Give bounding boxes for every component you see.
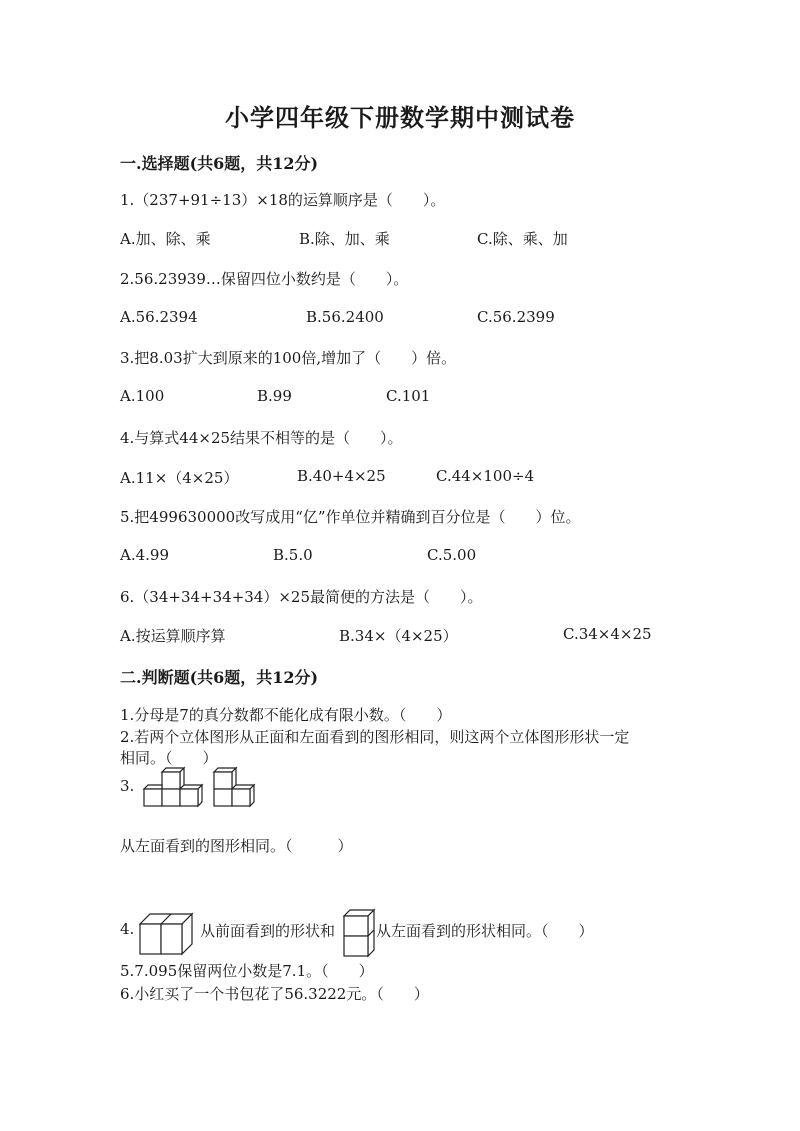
cube-stack-figure-2	[210, 768, 262, 810]
q1-option-c: C.除、乘、加	[477, 230, 568, 248]
page-title: 小学四年级下册数学期中测试卷	[225, 103, 575, 132]
q2-option-c: C.56.2399	[477, 308, 555, 326]
cube-stack-figure-1	[140, 768, 210, 810]
cube-tower-figure	[340, 908, 380, 960]
q5-option-a: A.4.99	[120, 546, 169, 564]
q4-option-c: C.44×100÷4	[436, 467, 535, 485]
q3-option-c: C.101	[386, 387, 431, 405]
judge-question-3-label: 3.	[120, 777, 135, 795]
judge-question-5: 5.7.095保留两位小数是7.1。（ ）	[120, 962, 374, 980]
judge-question-2-line1: 2.若两个立体图形从正面和左面看到的图形相同，则这两个立体图形形状一定	[120, 728, 630, 746]
judge-question-4-mid: 从前面看到的形状和	[200, 922, 336, 940]
judge-question-6: 6.小红买了一个书包花了56.3222元。（ ）	[120, 985, 429, 1003]
q6-option-c: C.34×4×25	[563, 625, 652, 643]
question-2: 2.56.23939…保留四位小数约是（ ）。	[120, 270, 409, 288]
q5-option-c: C.5.00	[427, 546, 477, 564]
judge-question-4-label: 4.	[120, 920, 135, 938]
q2-option-a: A.56.2394	[120, 308, 198, 326]
question-4: 4.与算式44×25结果不相等的是（ ）。	[120, 429, 403, 447]
q2-option-b: B.56.2400	[306, 308, 384, 326]
judge-question-4-end: 从左面看到的形状相同。（ ）	[376, 922, 594, 940]
q4-option-b: B.40+4×25	[297, 467, 386, 485]
q6-option-a: A.按运算顺序算	[120, 627, 226, 645]
judge-question-1: 1.分母是7的真分数都不能化成有限小数。（ ）	[120, 706, 452, 724]
q1-option-b: B.除、加、乘	[299, 230, 390, 248]
q5-option-b: B.5.0	[273, 546, 313, 564]
cube-pair-figure	[136, 912, 196, 958]
question-3: 3.把8.03扩大到原来的100倍,增加了（ ）倍。	[120, 349, 457, 367]
q1-option-a: A.加、除、乘	[120, 230, 211, 248]
question-5: 5.把499630000改写成用“亿”作单位并精确到百分位是（ ）位。	[120, 508, 581, 526]
section-heading-choice: 一.选择题(共6题，共12分)	[120, 154, 319, 173]
judge-question-2-line2: 相同。（ ）	[120, 749, 218, 767]
q3-option-b: B.99	[257, 387, 292, 405]
question-1: 1.（237+91÷13）×18的运算顺序是（ ）。	[120, 191, 446, 209]
judge-question-3-text: 从左面看到的图形相同。（ ）	[120, 837, 353, 855]
q4-option-a: A.11×（4×25）	[120, 469, 239, 487]
question-6: 6.（34+34+34+34）×25最简便的方法是（ ）。	[120, 588, 483, 606]
section-heading-judgement: 二.判断题(共6题，共12分)	[120, 668, 319, 687]
q6-option-b: B.34×（4×25）	[339, 627, 458, 645]
q3-option-a: A.100	[120, 387, 165, 405]
